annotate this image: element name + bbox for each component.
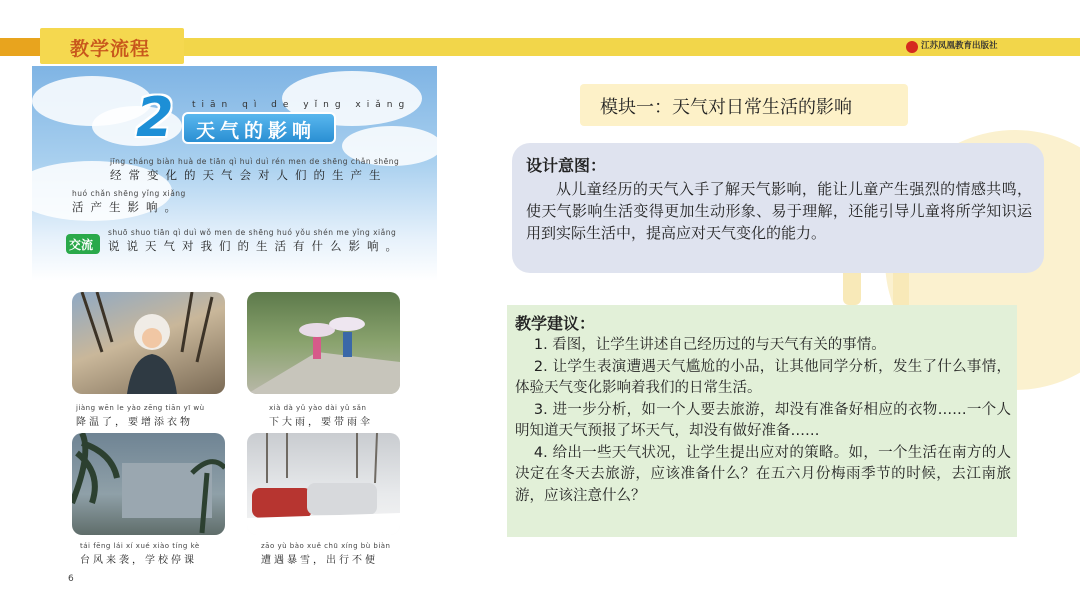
caption-4: 遭遇暴雪，出行不便 <box>261 555 378 566</box>
lesson-title: 天气的影响 <box>196 120 317 142</box>
intro-line-2: 活产生影响。 <box>72 200 183 214</box>
design-intent-text: 从儿童经历的天气入手了解天气影响，能让儿童产生强烈的情感共鸣，使天气影响生活变得更加生动形象、易于理解，还能引导儿童将所学知识运用到实际生活中，提高应对天气变化的能力。 <box>526 180 1032 242</box>
exchange-text: 说说天气对我们的生活有什么影响。 <box>108 239 404 253</box>
suggestion-item: 4. 给出一些天气状况，让学生提出应对的策略。如，一个生活在南方的人决定在冬天去旅游，应该准备什么？在五六月份梅雨季节的时候，去江南旅游，应该注意什么？ <box>515 444 1011 504</box>
exchange-badge <box>66 234 100 254</box>
publisher-name: 江苏凤凰教育出版社 <box>921 41 998 51</box>
caption-pinyin-4: zāo yù bào xuě chū xíng bù biàn <box>261 542 391 550</box>
caption-2: 下大雨，要带雨伞 <box>269 417 373 428</box>
intro-pinyin-2: huó chǎn shēng yǐng xiǎng <box>72 189 186 198</box>
design-intent-heading: 设计意图： <box>526 156 607 175</box>
section-title: 教学流程 <box>70 38 151 60</box>
top-bar-accent <box>0 38 40 56</box>
photo-heavy-rain <box>247 292 400 394</box>
caption-1: 降温了，要增添衣物 <box>76 417 193 428</box>
caption-pinyin-3: tái fēng lái xí xué xiào tíng kè <box>80 542 200 550</box>
intro-pinyin-1: jīng cháng biàn huà de tiān qì huì duì rén men de shēng chǎn shēng <box>110 157 400 166</box>
suggestion-item: 3. 进一步分析，如一个人要去旅游，却没有准备好相应的衣物……一个人明知道天气预报了坏天气，却没有做好准备…… <box>515 401 1011 439</box>
caption-pinyin-2: xià dà yǔ yào dài yǔ sǎn <box>269 404 367 412</box>
teaching-suggestions-box <box>507 305 1017 537</box>
exchange-pinyin: shuō shuo tiān qì duì wǒ men de shēng huó yǒu shén me yǐng xiǎng <box>108 228 397 237</box>
publisher-logo <box>906 40 1016 54</box>
exchange-label: 交流 <box>69 238 94 252</box>
section-title-tab <box>40 28 184 64</box>
photo-cold-weather <box>72 292 225 394</box>
caption-3: 台风来袭，学校停课 <box>80 555 197 566</box>
suggestion-item: 1. 看图，让学生讲述自己经历过的与天气有关的事情。 <box>533 337 886 353</box>
textbook-page <box>32 66 437 596</box>
lesson-title-pinyin: tiān qì de yǐng xiǎng <box>192 100 411 110</box>
intro-line-1: 经常变化的天气会对人们的生产生 <box>110 168 388 182</box>
caption-pinyin-1: jiàng wēn le yào zēng tiān yī wù <box>76 404 205 412</box>
design-intent-box <box>512 143 1044 273</box>
suggestion-item: 2. 让学生表演遭遇天气尴尬的小品，让其他同学分析，发生了什么事情，体验天气变化影响着我们的日常生活。 <box>515 358 1011 396</box>
lesson-number: 2 <box>136 86 174 149</box>
photo-snowstorm <box>247 433 400 535</box>
module-header <box>580 84 908 126</box>
lesson-title-banner <box>182 112 336 144</box>
suggestion-list <box>515 335 1011 507</box>
page-number: 6 <box>68 574 74 584</box>
publisher-logo-icon <box>906 41 918 53</box>
photo-typhoon <box>72 433 225 535</box>
teaching-suggestions-heading: 教学建议： <box>515 314 596 333</box>
module-title: 模块一：天气对日常生活的影响 <box>600 97 852 118</box>
